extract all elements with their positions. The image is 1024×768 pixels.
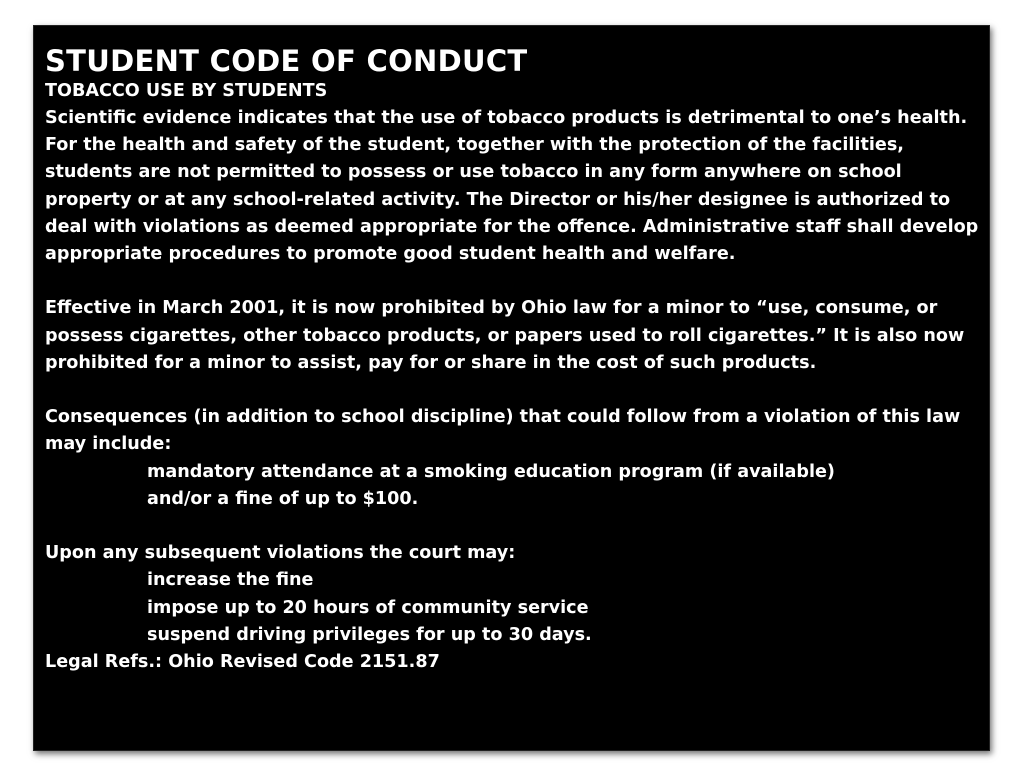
page-title: STUDENT CODE OF CONDUCT [45, 44, 528, 78]
spacer [45, 377, 979, 404]
subsequent-item: increase the fine [147, 570, 314, 591]
subsequent-item: suspend driving privileges for up to 30 days. [147, 624, 592, 645]
legal-refs: Legal Refs.: Ohio Revised Code 2151.87 [45, 652, 440, 673]
consequences-intro: Consequences (in addition to school discipline) that could follow from a violation of this law may include: [45, 407, 961, 455]
section-heading: TOBACCO USE BY STUDENTS [45, 81, 328, 101]
slide-content [45, 44, 979, 676]
consequence-item: and/or a fine of up to $100. [147, 488, 419, 509]
subsequent-item: impose up to 20 hours of community service [147, 597, 589, 618]
policy-paragraph: Scientific evidence indicates that the use of tobacco products is detrimental to one’s health. For the health and safety of the student, together with the protection of the facilities, students are not permitted to possess or use tobacco in any form anywhere on school property or at any school-related activity. The Director or his/her designee is authorized to deal with violations as deemed appropriate for the offence. Administrative staff shall develop appropriate procedures to promote good student health and welfare. [45, 108, 979, 265]
ohio-law-paragraph: Effective in March 2001, it is now prohibited by Ohio law for a minor to “use, consume, or possess cigarettes, other tobacco products, or papers used to roll cigarettes.” It is also now prohibited for a minor to assist, pay for or share in the cost of such products. [45, 298, 965, 373]
slide [33, 25, 990, 751]
subsequent-intro: Upon any subsequent violations the court may: [45, 543, 516, 564]
spacer [45, 513, 979, 540]
spacer [45, 268, 979, 295]
consequence-item: mandatory attendance at a smoking education program (if available) [147, 461, 835, 482]
